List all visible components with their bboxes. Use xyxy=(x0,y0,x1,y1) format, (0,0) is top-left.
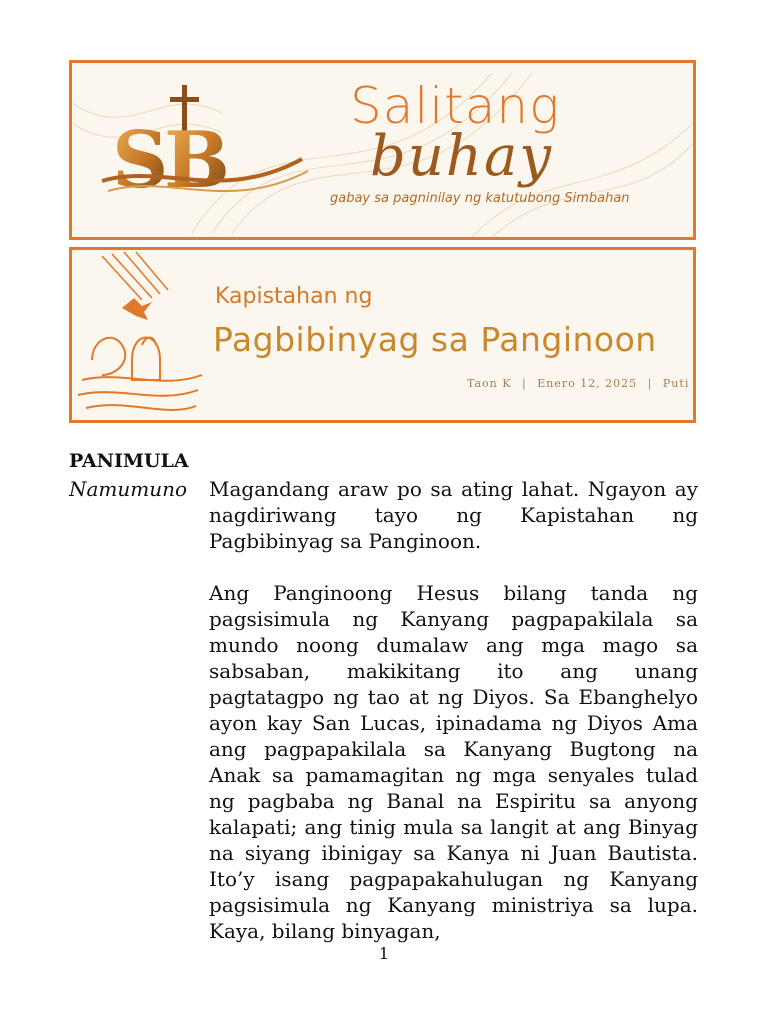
paragraph: Ang Panginoong Hesus bilang tanda ng pagsisimula ng Kanyang pagpapakilala sa mundo noong dumalaw ang mga mago sa sabsaban, makikitang ito ang unang pagtatagpo ng tao at ng Diyos. Sa Ebanghelyo ayon kay San Lucas, ipinadama ng Diyos Ama ang pagpapakilala sa Kanyang Bugtong na Anak sa pamamagitan ng mga senyales tulad ng pagbaba ng Banal na Espiritu sa anyong kalapati; ang tinig mula sa langit at ang Binyag na siyang ibinigay sa Kanya ni Juan Bautista. Ito’y isang pagpapakahulugan ng Kanyang pagsisimula ng Kanyang ministriya sa lupa. Kaya, bilang binyagan, xyxy=(209,581,698,943)
liturgical-color: Puti xyxy=(662,377,690,390)
header-banner xyxy=(69,60,696,240)
svg-text:B: B xyxy=(164,115,230,206)
svg-text:S: S xyxy=(112,115,169,206)
event-date: Enero 12, 2025 xyxy=(537,377,638,390)
page-number: 1 xyxy=(378,944,390,963)
liturgical-year: Taon K xyxy=(467,377,512,390)
event-title: Pagbibinyag sa Panginoon xyxy=(213,320,657,359)
speaker-label: Namumuno xyxy=(69,477,188,501)
body-text xyxy=(209,476,698,944)
event-banner xyxy=(69,247,696,423)
brand-tagline: gabay sa pagninilay ng katutubong Simbahan xyxy=(330,191,630,206)
meta-separator: | xyxy=(647,377,653,390)
paragraph: Magandang araw po sa ating lahat. Ngayon ay nagdiriwang tayo ng Kapistahan ng Pagbibinyag sa Panginoon. xyxy=(209,477,698,553)
event-title-prefix: Kapistahan ng xyxy=(215,284,373,309)
brand-subtitle: buhay xyxy=(370,124,554,189)
brand-title: Salitang xyxy=(350,77,561,135)
salitang-buhay-logo-icon xyxy=(102,85,308,206)
event-meta xyxy=(467,377,689,390)
meta-separator: | xyxy=(521,377,527,390)
section-heading: PANIMULA xyxy=(69,450,189,472)
